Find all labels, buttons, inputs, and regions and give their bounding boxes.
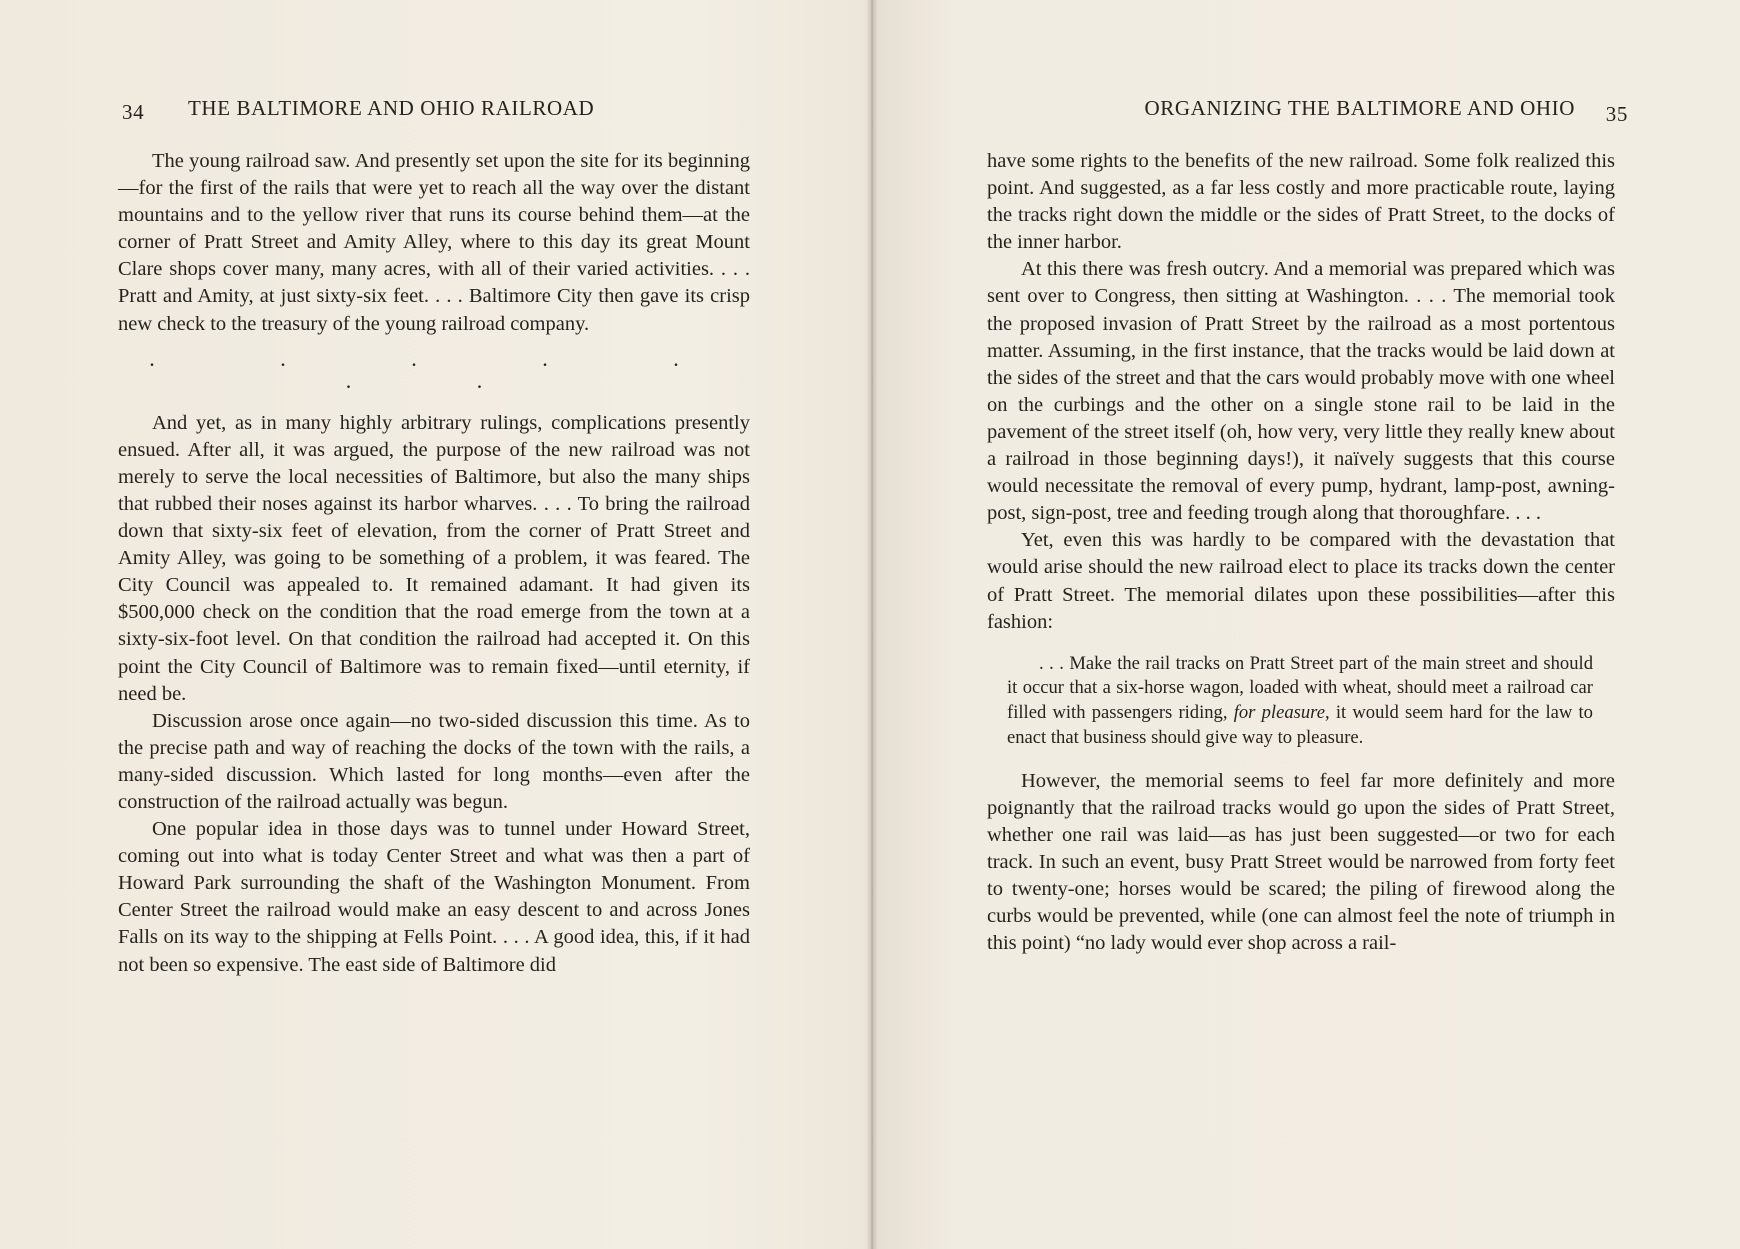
paragraph: However, the memorial seems to feel far more definitely and more poignantly that the railroad tracks would go upon the sides of Pratt Street, whether one rail was laid—as has just been suggested—or two for each track. In such an event, busy Pratt Street would be narrowed from forty feet to twenty-one; horses would be scared; the piling of firewood along the curbs would be prevented, while (one can almost feel the note of triumph in this point) “no lady would ever shop across a rail- (987, 769, 1615, 955)
left-running-head (118, 96, 750, 126)
right-running-head (987, 96, 1628, 126)
left-page-number: 34 (122, 100, 145, 124)
left-page-body (118, 148, 750, 979)
block-quote (1007, 652, 1593, 751)
book-gutter (866, 0, 878, 1249)
section-break: . . . . . . . (149, 345, 739, 393)
paragraph: One popular idea in those days was to tunnel under Howard Street, coming out into what is today Center Street and what was then a part of Howard Park surrounding the shaft of the Washington Monument. From Center Street the railroad would make an easy descent to and across Jones Falls on its way to the shipping at Fells Point. . . . A good idea, this, if it had not been so expensive. The east side of Baltimore did (118, 818, 750, 976)
quote-text: . . . Make the rail tracks on Pratt Street part of the main street and should it occur that a six-horse wagon, loaded with wheat, should meet a railroad car filled with passengers riding, (1007, 652, 1593, 724)
quote-italic-text: for pleasure (1233, 702, 1325, 724)
right-page-number: 35 (1605, 102, 1628, 126)
left-running-title: THE BALTIMORE AND OHIO RAILROAD (188, 96, 595, 120)
quote-text-end: , it would seem hard for the law to enact that business should give way to pleasure. (1007, 702, 1593, 749)
paragraph: Discussion arose once again—no two-sided discussion this time. As to the precise path and way of reaching the docks of the town with the rails, a many-sided discussion. Which lasted for long months—even after the construction of the railroad actually was begun. (118, 709, 750, 813)
right-page-body (987, 148, 1615, 958)
paragraph: The young railroad saw. And presently set upon the site for its beginning—for the first of the rails that were yet to reach all the way over the distant mountains and to the yellow river that runs its course behind them—at the corner of Pratt Street and Amity Alley, where to this day its great Mount Clare shops cover many, many acres, with all of their varied activities. . . . Pratt and Amity, at just sixty-six feet. . . . Baltimore City then gave its crisp new check to the treasury of the young railroad company. (118, 150, 750, 335)
paragraph: And yet, as in many highly arbitrary rulings, complications presently ensued. After all, it was argued, the purpose of the new railroad was not merely to serve the local necessities of Baltimore, but also the many ships that rubbed their noses against its harbor wharves. . . . To bring the railroad down that sixty-six feet of elevation, from the corner of Pratt Street and Amity Alley, was going to be something of a problem, it was feared. The City Council was appealed to. It remained adamant. It had given its $500,000 check on the condition that the road emerge from the town at a sixty-six-foot level. On that condition the railroad had accepted it. On this point the City Council of Baltimore was to remain fixed—until eternity, if need be. (118, 411, 750, 705)
left-page (118, 0, 750, 1249)
paragraph: Yet, even this was hardly to be compared with the devastation that would arise should the new railroad elect to place its tracks down the center of Pratt Street. The memorial dilates upon these possibilities—after this fashion: (987, 529, 1615, 633)
right-running-title: ORGANIZING THE BALTIMORE AND OHIO (1144, 96, 1575, 120)
right-page (987, 0, 1628, 1249)
paragraph: At this there was fresh outcry. And a memorial was prepared which was sent over to Congress, then sitting at Washington. . . . The memorial took the proposed invasion of Pratt Street by the railroad as a most portentous matter. Assuming, in the first instance, that the tracks would be laid down at the sides of the street and that the cars would probably move with one wheel on the curbings and the other on a single stone rail to be laid in the pavement of the street itself (oh, how very, very little they really knew about a railroad in those beginning days!), it naïvely suggests that this course would necessitate the removal of every pump, hydrant, lamp-post, awning-post, sign-post, tree and feeding trough along that thoroughfare. . . . (987, 258, 1615, 525)
paragraph: have some rights to the benefits of the new railroad. Some folk realized this point. And suggested, as a far less costly and more practicable route, laying the tracks right down the middle or the sides of Pratt Street, to the docks of the inner harbor. (987, 150, 1615, 254)
